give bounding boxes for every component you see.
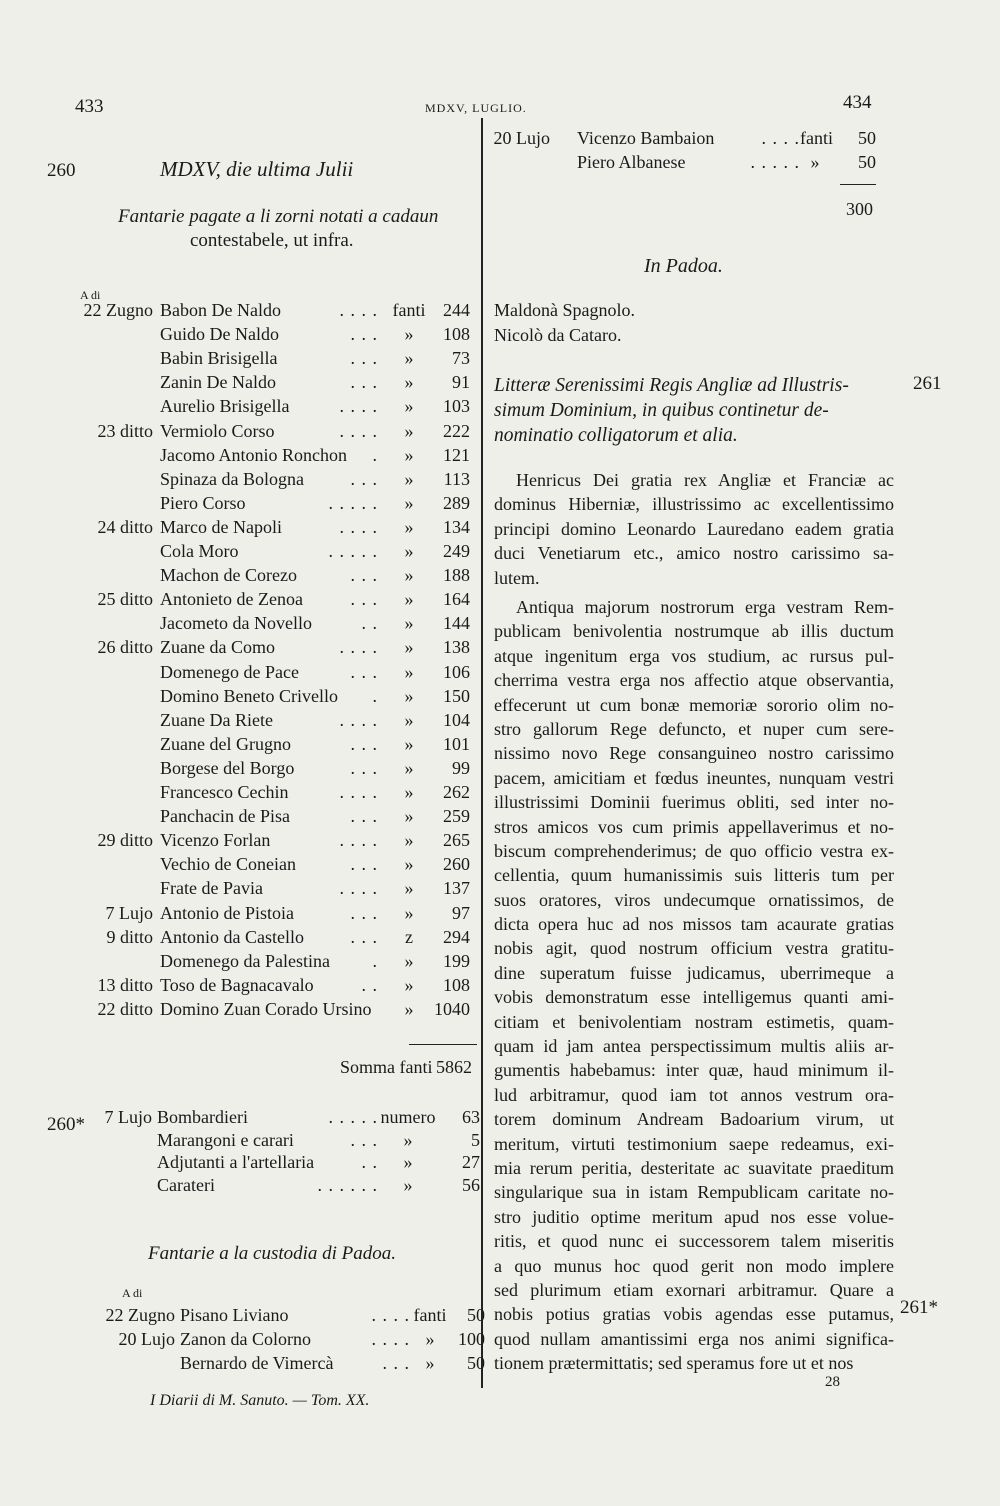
letter-title: Litteræ Serenissimi Regis Angliæ ad Illustris-	[494, 375, 849, 396]
row-leader-dots: . . .	[350, 589, 378, 610]
letter-paragraph	[494, 468, 894, 590]
row-unit: »	[404, 661, 414, 682]
row-leader-dots: . .	[361, 613, 378, 634]
row-name: Panchacin de Pisa	[160, 806, 290, 827]
row-value: 134	[443, 516, 470, 537]
row-name: Domenego de Pace	[160, 661, 299, 682]
row-value: 27	[462, 1152, 480, 1172]
row-name: Pisano Liviano	[180, 1305, 289, 1325]
row-name: Vechio de Coneian	[160, 854, 296, 875]
row-date: 22 Zugno	[105, 1305, 175, 1325]
row-leader-dots: . .	[361, 974, 378, 995]
row-name: Guido De Naldo	[160, 324, 279, 345]
row-value: 249	[443, 541, 470, 561]
row-value: 103	[443, 396, 470, 417]
text-line: dine superatum fuisse judicamus, uberrimeque a	[494, 962, 894, 983]
text-line: gumentis habebamus: inter quæ, haud minimum il-	[494, 1060, 894, 1081]
row-date: 23 ditto	[97, 420, 153, 441]
row-date: 7 Lujo	[104, 1107, 152, 1127]
row-value: 150	[443, 685, 470, 706]
row-unit: fanti	[413, 1305, 447, 1325]
text-line: stros amicos vos cum primis appellaverimus et no-	[494, 816, 894, 837]
row-leader-dots: . . . . .	[328, 492, 378, 513]
row-value: 100	[458, 1329, 485, 1349]
row-leader-dots: . . . .	[371, 1305, 410, 1325]
row-value: 50	[467, 1305, 485, 1325]
row-unit: »	[404, 396, 414, 417]
text-line: cellentia, quum humanissimis suis litteris tum per	[494, 865, 894, 886]
row-value: 188	[443, 565, 470, 586]
total-rule	[840, 184, 876, 185]
row-value: 73	[452, 348, 470, 369]
row-unit: »	[404, 468, 414, 489]
row-leader-dots: . . .	[350, 661, 378, 682]
name-line: Nicolò da Cataro.	[494, 325, 622, 345]
row-unit: »	[404, 565, 414, 586]
row-leader-dots: . . .	[350, 757, 378, 778]
text-line: lud arbitramur, quod iam tot annos vestrum ora-	[494, 1084, 894, 1105]
row-date: 22 Zugno	[83, 300, 153, 320]
text-line: singularique sua in istam Rempublicam caritate no-	[494, 1182, 894, 1203]
row-name: Domenego da Palestina	[160, 950, 330, 971]
row-leader-dots: . . .	[350, 348, 378, 369]
row-unit: »	[404, 806, 414, 827]
text-line: sed plurimum etiam exornari arbitramur. Quare a	[494, 1279, 894, 1300]
column-divider	[481, 118, 483, 1388]
row-leader-dots: . . . . .	[328, 541, 378, 561]
row-name: Marangoni e carari	[157, 1129, 294, 1150]
text-line: suos oratores, viros undecumque ornatissimos, de	[494, 889, 894, 910]
row-name: Antonio da Castello	[160, 926, 304, 947]
row-date: 22 ditto	[97, 998, 153, 1019]
row-value: 5	[471, 1129, 480, 1150]
row-value: 260	[443, 854, 470, 875]
text-line: duci Venetiarum etc., amico nostro carissimo sa-	[494, 543, 894, 564]
row-leader-dots: . . . .	[339, 709, 378, 730]
text-line: Antiqua majorum nostrorum erga vestram Rem-	[516, 597, 894, 617]
row-unit: »	[403, 1174, 413, 1195]
row-unit: »	[404, 757, 414, 778]
row-name: Zuane Da Riete	[160, 709, 273, 730]
row-unit: »	[404, 709, 414, 730]
row-unit: »	[404, 998, 414, 1019]
text-line: lutem.	[494, 567, 540, 588]
row-value: 164	[443, 589, 470, 610]
row-name: Adjutanti a l'artellaria	[157, 1152, 315, 1172]
section-heading: In Padoa.	[644, 255, 723, 277]
row-name: Zanin De Naldo	[160, 372, 276, 393]
row-name: Machon de Corezo	[160, 565, 297, 586]
row-unit: »	[404, 950, 414, 971]
letter-title: nominatio colligatorum et alia.	[494, 425, 738, 446]
margin-number: 261*	[900, 1297, 938, 1318]
row-name: Domino Zuan Corado Ursino	[160, 998, 372, 1019]
section-heading: MDXV, die ultima Julii	[160, 157, 354, 181]
row-leader-dots: . . . . . .	[317, 1174, 378, 1195]
row-name: Vicenzo Forlan	[160, 830, 271, 851]
row-leader-dots: . . . .	[761, 128, 800, 148]
row-date: 26 ditto	[97, 637, 153, 658]
row-unit: »	[404, 492, 414, 513]
row-date: 9 ditto	[106, 926, 153, 947]
letter-paragraph	[494, 595, 894, 1376]
row-unit: »	[404, 830, 414, 851]
total-value: 5862	[436, 1057, 472, 1077]
row-name: Zuane del Grugno	[160, 733, 291, 754]
text-line: citiam et benivolentiam nostram estimetis, quam-	[494, 1011, 894, 1032]
row-leader-dots: . . . . .	[750, 152, 800, 172]
row-leader-dots: . . .	[350, 468, 378, 489]
text-line: tionem prætermittatis; sed speramus fore ut et nos	[494, 1353, 854, 1374]
row-name: Jacometo da Novello	[160, 613, 312, 634]
row-unit: »	[404, 420, 414, 441]
row-name: Zanon da Colorno	[180, 1329, 311, 1349]
row-value: 199	[443, 950, 470, 971]
date-column-header: A di	[80, 288, 101, 302]
text-line: torem dominum Andream Badoarium virum, ut	[494, 1109, 894, 1130]
text-line: illustrissimi Dominii fuerimus obliti, sed inter no-	[494, 792, 894, 813]
row-unit: fanti	[392, 300, 426, 320]
row-value: 144	[443, 613, 470, 634]
row-value: 101	[443, 733, 470, 754]
row-unit: »	[403, 1152, 413, 1172]
right-page-number: 434	[843, 92, 872, 113]
row-value: 259	[443, 806, 470, 827]
row-unit: »	[404, 733, 414, 754]
row-leader-dots: . . .	[350, 324, 378, 345]
row-value: 50	[858, 152, 876, 172]
row-name: Frate de Pavia	[160, 878, 263, 899]
row-name: Zuane da Como	[160, 637, 275, 658]
text-line: stro gallorum Rege defuncto, et nuper cum sere-	[494, 718, 894, 739]
row-unit: fanti	[800, 128, 833, 148]
row-date: 24 ditto	[97, 516, 153, 537]
row-name: Antonieto de Zenoa	[160, 589, 303, 610]
row-leader-dots: . . . .	[339, 516, 378, 537]
row-value: 56	[462, 1174, 480, 1195]
letter-title: simum Dominium, in quibus continetur de-	[494, 400, 829, 421]
row-value: 1040	[434, 998, 470, 1019]
row-leader-dots: . . .	[350, 372, 378, 393]
text-line: Henricus Dei gratia rex Angliæ et Franciæ ac	[516, 470, 894, 490]
row-unit: »	[404, 782, 414, 802]
row-unit: z	[405, 926, 413, 947]
row-leader-dots: .	[372, 685, 378, 706]
row-unit: »	[404, 516, 414, 537]
row-unit: »	[404, 878, 414, 899]
row-name: Bernardo de Vimercà	[180, 1353, 334, 1373]
row-leader-dots: . . .	[350, 926, 378, 947]
row-leader-dots: . . . .	[339, 420, 378, 441]
text-line: meritum, virtuti testimonium saepe redeamus, exi-	[494, 1133, 894, 1154]
row-leader-dots: . . .	[382, 1353, 410, 1373]
row-leader-dots: . . . .	[339, 878, 378, 899]
row-name: Babin Brisigella	[160, 348, 278, 369]
section-subheading: Fantarie pagate a li zorni notati a cadaun	[118, 206, 439, 227]
text-line: principi domino Leonardo Lauredano eadem gratia	[494, 518, 894, 539]
row-date: 7 Lujo	[105, 902, 153, 923]
row-value: 108	[443, 974, 470, 995]
row-leader-dots: . . . .	[339, 396, 378, 417]
text-line: stro juditio optime meritum apud nos esse volue-	[494, 1206, 894, 1227]
row-leader-dots: . .	[361, 1152, 378, 1172]
row-unit: »	[404, 444, 414, 465]
row-date: 29 ditto	[97, 830, 153, 851]
row-leader-dots: . . .	[350, 1129, 378, 1150]
row-unit: »	[404, 902, 414, 923]
row-unit: »	[425, 1353, 435, 1373]
row-name: Piero Corso	[160, 492, 246, 513]
row-value: 121	[443, 444, 470, 465]
section-heading: Fantarie a la custodia di Padoa.	[148, 1243, 397, 1264]
row-name: Marco de Napoli	[160, 516, 282, 537]
row-value: 294	[443, 926, 470, 947]
row-value: 265	[443, 830, 470, 851]
row-value: 137	[443, 878, 470, 899]
row-value: 244	[443, 300, 470, 320]
row-value: 104	[443, 709, 470, 730]
text-line: publicam benivolentia nostrumque ab illis ductum	[494, 621, 894, 642]
text-line: pacem, amicitiam et fœdus ineuntes, nunquam vestri	[494, 767, 894, 788]
row-leader-dots: . . . .	[339, 830, 378, 851]
text-line: dominus Hiberniæ, illustrissimo ac excellentissimo	[494, 494, 894, 515]
row-value: 138	[443, 637, 470, 658]
text-line: quod nullam amantissimi erga nos animi significa-	[494, 1328, 894, 1349]
row-leader-dots: . . .	[350, 902, 378, 923]
text-line: nobis agit, quod nostrum officium vestra gratitu-	[494, 938, 894, 959]
row-leader-dots: . . . .	[371, 1329, 410, 1349]
date-column-header: A di	[122, 1286, 143, 1300]
row-date: 20 Lujo	[493, 128, 550, 148]
margin-number: 260*	[47, 1114, 85, 1135]
row-unit: numero	[380, 1107, 436, 1127]
margin-number: 261	[913, 373, 942, 394]
left-page-number: 433	[75, 96, 104, 117]
text-line: biscum comprehenderimus; de quo officio vestra ex-	[494, 840, 894, 861]
text-line: dicta opera huc ad nos missos tam acaurate gratias	[494, 914, 894, 935]
row-unit: »	[404, 637, 414, 658]
row-value: 99	[452, 757, 470, 778]
total-label: Somma fanti	[340, 1057, 433, 1077]
row-value: 222	[443, 420, 470, 441]
margin-number: 260	[47, 160, 76, 181]
text-line: a quo munus hoc quod gerit non modo implere	[494, 1255, 894, 1276]
row-name: Vermiolo Corso	[160, 420, 275, 441]
row-name: Antonio de Pistoia	[160, 902, 294, 923]
row-name: Bombardieri	[157, 1107, 248, 1127]
row-name: Cola Moro	[160, 541, 239, 561]
row-unit: »	[404, 372, 414, 393]
row-name: Spinaza da Bologna	[160, 468, 304, 489]
row-name: Domino Beneto Crivello	[160, 685, 338, 706]
row-date: 13 ditto	[97, 974, 153, 995]
row-unit: »	[404, 324, 414, 345]
row-leader-dots: . . . .	[339, 300, 378, 320]
row-unit: »	[425, 1329, 435, 1349]
row-leader-dots: . . .	[350, 806, 378, 827]
text-line: effecerunt ut cum bonæ memoriæ sororio olim no-	[494, 694, 894, 715]
row-value: 50	[858, 128, 876, 148]
text-line: mia rerum peritia, desteritate ac suavitate praeditum	[494, 1157, 894, 1178]
row-name: Francesco Cechin	[160, 782, 289, 802]
row-value: 91	[452, 372, 470, 393]
text-line: atque ingenitum erga vos studium, ac rursus pul-	[494, 645, 894, 666]
row-leader-dots: . . .	[350, 733, 378, 754]
row-unit: »	[404, 685, 414, 706]
row-unit: »	[404, 613, 414, 634]
text-line: nobis potius gratias vobis agendas esse putamus,	[494, 1304, 894, 1325]
row-value: 289	[443, 492, 470, 513]
row-leader-dots: .	[372, 950, 378, 971]
row-name: Jacomo Antonio Ronchon	[160, 444, 347, 465]
name-line: Maldonà Spagnolo.	[494, 300, 635, 320]
signature-mark: 28	[825, 1374, 840, 1390]
row-value: 262	[443, 782, 470, 802]
section-subheading: contestabele, ut infra.	[190, 230, 354, 251]
row-value: 63	[462, 1107, 480, 1127]
running-title: MDXV, LUGLIO.	[425, 101, 527, 115]
row-leader-dots: . . . .	[339, 637, 378, 658]
row-unit: »	[404, 541, 414, 561]
row-name: Piero Albanese	[577, 152, 686, 172]
text-line: nissimo novo Rege consanguineo nostro carissimo	[494, 743, 894, 764]
row-value: 108	[443, 324, 470, 345]
row-unit: »	[404, 854, 414, 875]
row-name: Vicenzo Bambaion	[577, 128, 715, 148]
text-line: vobis demonstratum esse intelligemus quanti ami-	[494, 987, 894, 1008]
text-line: cherrima vestra erga nos affectio atque observantia,	[494, 670, 894, 691]
text-line: quam id jam antea perspectissimum multis aliis ar-	[494, 1036, 894, 1057]
row-value: 97	[452, 902, 470, 923]
row-unit: »	[403, 1129, 413, 1150]
text-line: ritis, et quod nunc ei successorem talem miseritis	[494, 1231, 894, 1252]
row-unit: »	[810, 152, 820, 172]
row-unit: »	[404, 348, 414, 369]
row-name: Borgese del Borgo	[160, 757, 295, 778]
row-unit: »	[404, 974, 414, 995]
row-leader-dots: . . .	[350, 854, 378, 875]
total-value: 300	[846, 199, 873, 219]
row-leader-dots: . . . . .	[328, 1107, 378, 1127]
footer: I Diarii di M. Sanuto. — Tom. XX.	[150, 1392, 370, 1409]
row-leader-dots: . . .	[350, 565, 378, 586]
row-value: 106	[443, 661, 470, 682]
row-value: 113	[443, 468, 470, 489]
row-unit: »	[404, 589, 414, 610]
row-leader-dots: . . . .	[339, 782, 378, 802]
row-name: Babon De Naldo	[160, 300, 281, 320]
row-date: 20 Lujo	[118, 1329, 175, 1349]
row-leader-dots: .	[372, 444, 378, 465]
row-name: Toso de Bagnacavalo	[160, 974, 314, 995]
row-name: Carateri	[157, 1174, 215, 1195]
row-date: 25 ditto	[97, 589, 153, 610]
total-rule	[409, 1044, 477, 1045]
row-name: Aurelio Brisigella	[160, 396, 290, 417]
row-value: 50	[467, 1353, 485, 1373]
